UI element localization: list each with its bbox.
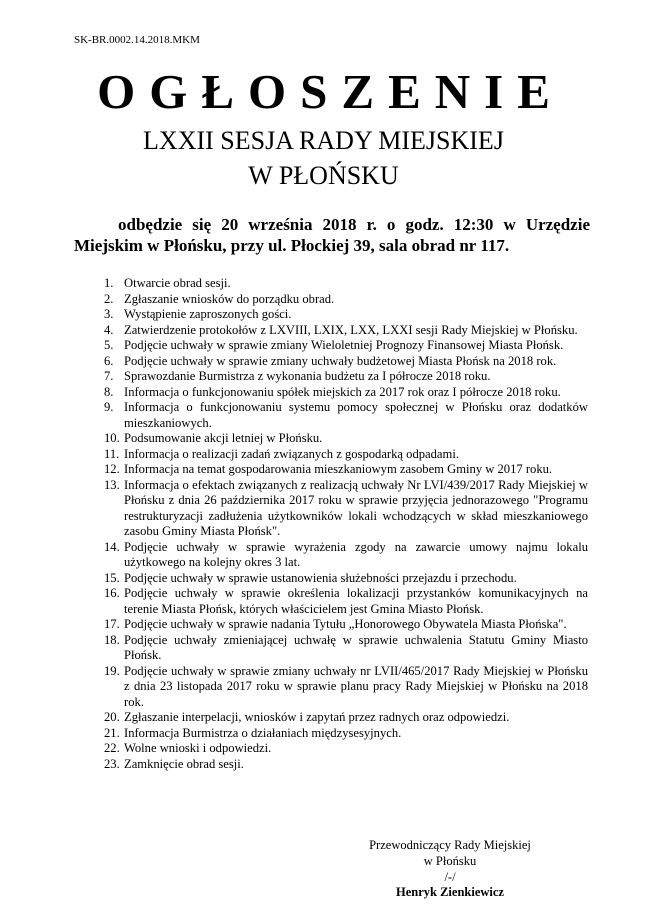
agenda-item — [74, 478, 588, 540]
agenda-item-number: 9. — [104, 400, 114, 414]
agenda-item-number: 8. — [104, 384, 114, 399]
agenda-item-number: 19. — [104, 663, 120, 678]
page-title: OGŁOSZENIE — [97, 64, 564, 119]
agenda-item-text: Podjęcie uchwały w sprawie zmiany uchwały budżetowej Miasta Płońsk na 2018 rok. — [124, 353, 557, 368]
agenda-item-text: Podjęcie uchwały w sprawie ustanowienia służebności przejazdu i przechodu. — [124, 570, 517, 585]
signature-place: w Płońsku — [423, 853, 477, 868]
agenda-item-number: 14. — [104, 539, 120, 554]
agenda-item-text: Podjęcie uchwały zmieniającej uchwałę w sprawie uchwalenia Statutu Gminy Miasto Płońsk. — [124, 632, 588, 662]
agenda-item — [74, 726, 588, 742]
agenda-item — [74, 540, 588, 571]
agenda-item-number: 20. — [104, 710, 120, 724]
agenda-item — [74, 400, 588, 431]
agenda-item-text: Zgłaszanie interpelacji, wniosków i zapytań przez radnych oraz odpowiedzi. — [124, 710, 510, 724]
agenda-item — [74, 307, 588, 323]
agenda-item — [74, 633, 588, 664]
agenda-item — [74, 462, 588, 478]
signature-mark: /-/ — [444, 869, 456, 884]
agenda-item — [74, 431, 588, 447]
subtitle-line-1: LXXII SESJA RADY MIEJSKIEJ — [143, 126, 504, 155]
agenda-item-number: 1. — [104, 276, 114, 290]
signature-name: Henryk Zienkiewicz — [396, 885, 504, 900]
agenda-item-number: 16. — [104, 586, 120, 600]
agenda-item-text: Informacja o funkcjonowaniu spółek miejskich za 2017 rok oraz I półrocze 2018 roku. — [124, 384, 561, 399]
agenda-item-text: Podjęcie uchwały w sprawie zmiany Wieloletniej Prognozy Finansowej Miasta Płońsk. — [124, 338, 564, 352]
agenda-item-number: 18. — [104, 632, 120, 647]
agenda-item-number: 15. — [104, 570, 120, 585]
agenda-item — [74, 571, 588, 587]
agenda-item-text: Otwarcie obrad sesji. — [124, 276, 231, 290]
agenda-item-text: Wystąpienie zaproszonych gości. — [124, 307, 292, 321]
agenda-item-number: 6. — [104, 353, 114, 368]
agenda-item — [74, 276, 588, 292]
agenda-list — [74, 276, 588, 772]
agenda-item — [74, 710, 588, 726]
agenda-item-text: Podjęcie uchwały w sprawie wyrażenia zgody na zawarcie umowy najmu lokalu użytkowego na kolejny okres 3 lat. — [124, 539, 588, 569]
agenda-item-text: Sprawozdanie Burmistrza z wykonania budżetu za I półrocze 2018 roku. — [124, 369, 491, 383]
agenda-item-number: 22. — [104, 741, 120, 755]
agenda-item — [74, 385, 588, 401]
agenda-item — [74, 757, 588, 773]
agenda-item-text: Zatwierdzenie protokołów z LXVIII, LXIX, LXX, LXXI sesji Rady Miejskiej w Płońsku. — [124, 322, 578, 337]
agenda-item-number: 21. — [104, 725, 120, 740]
intro-paragraph: odbędzie się 20 września 2018 r. o godz. 12:30 w Urzędzie Miejskim w Płońsku, przy ul. Płockiej 39, sala obrad nr 117. — [74, 215, 590, 255]
agenda-item-number: 17. — [104, 617, 120, 631]
agenda-item — [74, 617, 588, 633]
signature-block — [340, 838, 560, 901]
agenda-item-text: Informacja o funkcjonowaniu systemu pomocy społecznej w Płońsku oraz dodatków mieszkaniowych. — [124, 400, 588, 430]
agenda-item-text: Informacja o realizacji zadań związanych z gospodarką odpadami. — [124, 446, 459, 461]
agenda-item-number: 10. — [104, 431, 120, 445]
agenda-item-text: Podjęcie uchwały w sprawie zmiany uchwały nr LVII/465/2017 Rady Miejskiej w Płońsku z dnia 23 listopada 2017 roku w sprawie planu pracy Rady Miejskiej w Płońsku na 2018 rok. — [124, 663, 588, 709]
document-reference: SK-BR.0002.14.2018.MKM — [74, 34, 200, 46]
agenda-item-text: Informacja o efektach związanych z realizacją uchwały Nr LVI/439/2017 Rady Miejskiej w Płońsku z dnia 26 października 2017 roku w sprawie przyjęcia jednorazowego "Programu restrukturyzacji zadłużenia użytkowników lokali wchodzących w skład mieszkaniowego zasobu Gminy Miasta Płońsk". — [124, 477, 588, 538]
agenda-item-text: Zamknięcie obrad sesji. — [124, 756, 244, 771]
agenda-item — [74, 354, 588, 370]
agenda-item — [74, 292, 588, 308]
agenda-item-text: Informacja Burmistrza o działaniach międzysesyjnych. — [124, 725, 402, 740]
agenda-item — [74, 447, 588, 463]
agenda-item — [74, 586, 588, 617]
agenda-item-text: Podjęcie uchwały w sprawie nadania Tytułu „Honorowego Obywatela Miasta Płońska". — [124, 617, 567, 631]
agenda-item-number: 5. — [104, 338, 114, 352]
agenda-item — [74, 323, 588, 339]
agenda-item-text: Wolne wnioski i odpowiedzi. — [124, 741, 272, 755]
agenda-item — [74, 369, 588, 385]
signature-title: Przewodniczący Rady Miejskiej — [369, 838, 531, 852]
agenda-item — [74, 741, 588, 757]
agenda-item-number: 23. — [104, 756, 120, 771]
agenda-item-number: 11. — [104, 446, 120, 461]
subtitle-line-2: W PŁOŃSKU — [248, 161, 399, 190]
agenda-item — [74, 664, 588, 711]
agenda-item-number: 4. — [104, 322, 114, 337]
agenda-item-number: 7. — [104, 369, 114, 383]
agenda-item-number: 2. — [104, 291, 114, 306]
agenda-item-text: Podsumowanie akcji letniej w Płońsku. — [124, 431, 323, 445]
agenda-item-number: 12. — [104, 462, 120, 476]
agenda-item-number: 13. — [104, 477, 120, 492]
agenda-item-text: Informacja na temat gospodarowania mieszkaniowym zasobem Gminy w 2017 roku. — [124, 462, 553, 476]
agenda-item-number: 3. — [104, 307, 114, 321]
agenda-item-text: Podjęcie uchwały w sprawie określenia lokalizacji przystanków komunikacyjnych na terenie Miasta Płońsk, których właścicielem jest Gmina Miasto Płońsk. — [124, 586, 588, 616]
agenda-item-text: Zgłaszanie wniosków do porządku obrad. — [124, 291, 335, 306]
agenda-item — [74, 338, 588, 354]
